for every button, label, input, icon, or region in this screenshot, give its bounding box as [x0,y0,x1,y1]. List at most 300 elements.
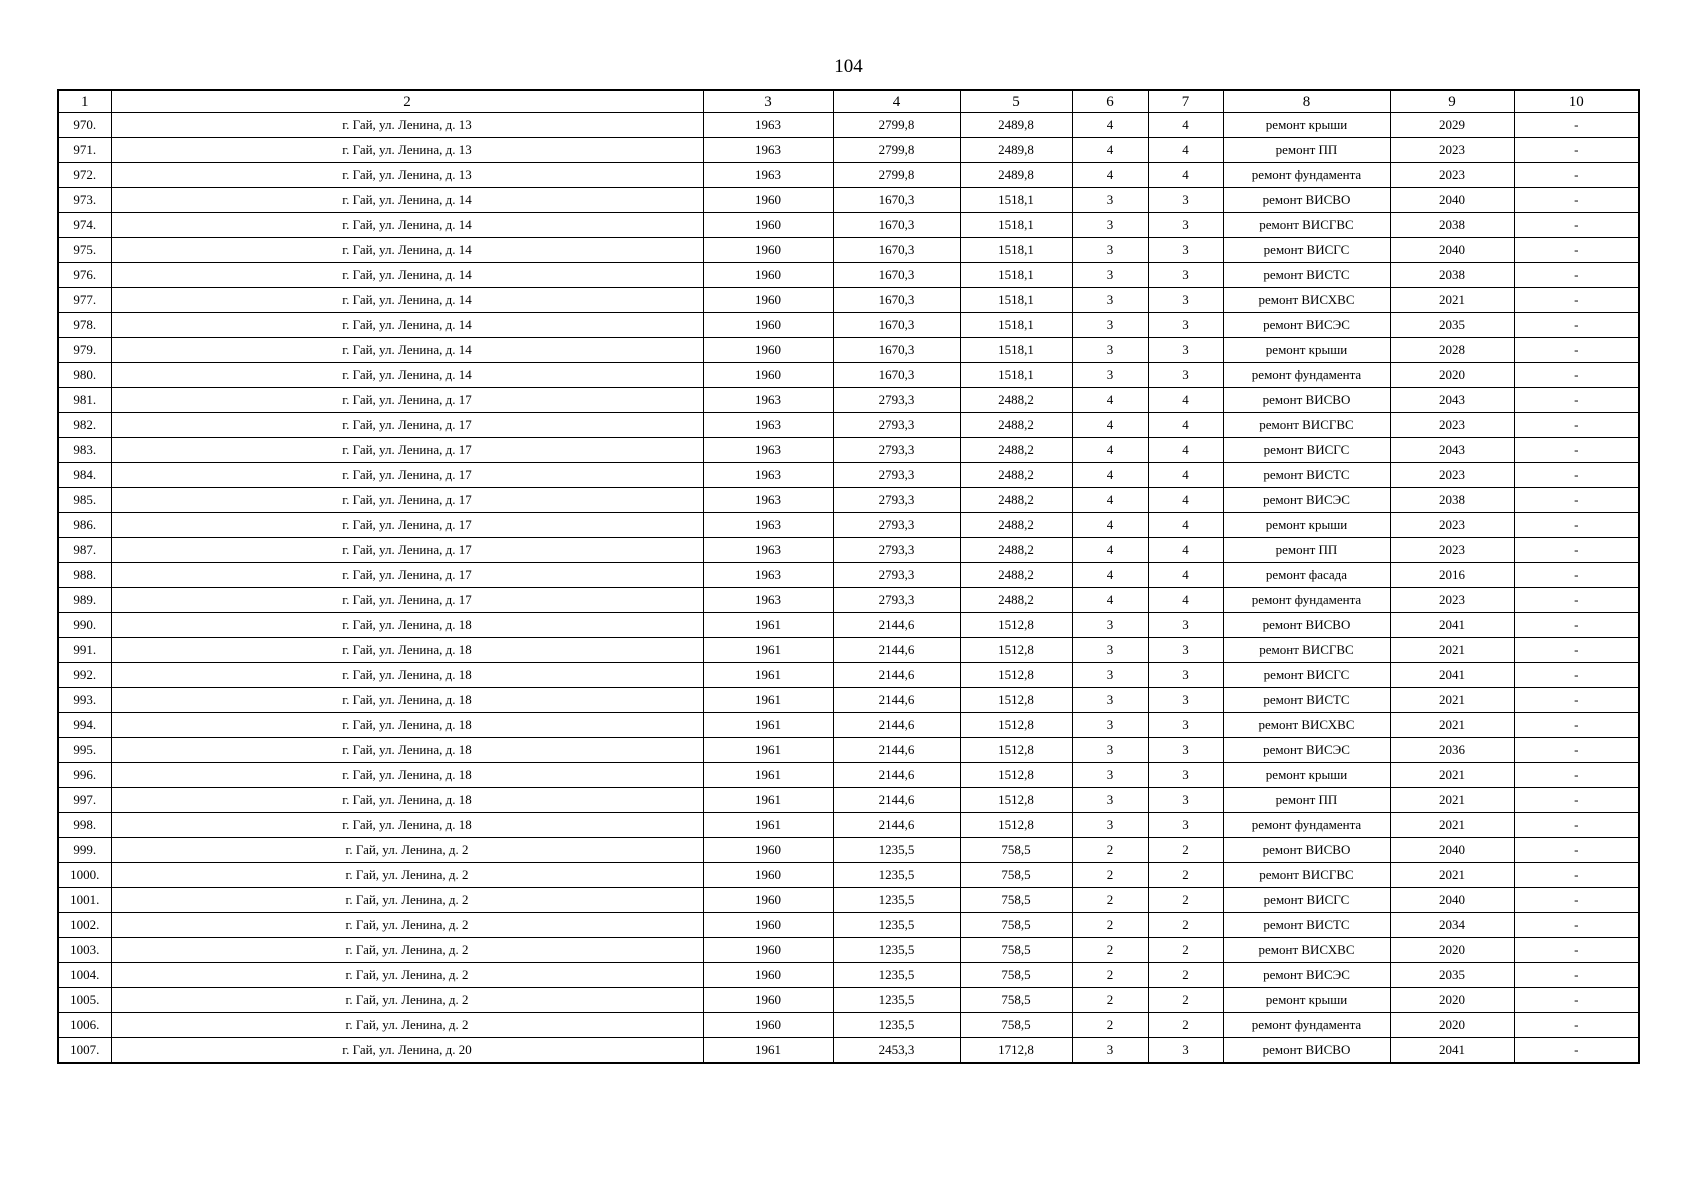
cell-row-number: 999. [58,838,111,863]
table-row [58,163,1639,188]
cell-living-area: 2488,2 [960,463,1072,488]
cell-planned-year: 2021 [1390,288,1514,313]
cell-year-built: 1961 [703,1038,833,1064]
cell-living-area: 2489,8 [960,113,1072,138]
cell-total-area: 2144,6 [833,813,960,838]
cell-living-area: 1518,1 [960,288,1072,313]
cell-floors: 4 [1072,488,1148,513]
cell-total-area: 1670,3 [833,188,960,213]
table-row [58,613,1639,638]
cell-row-number: 1006. [58,1013,111,1038]
table-row [58,963,1639,988]
cell-year-built: 1963 [703,538,833,563]
cell-total-area: 1235,5 [833,888,960,913]
cell-entrances: 4 [1148,388,1223,413]
cell-work-type: ремонт ВИСЭС [1223,313,1390,338]
cell-total-area: 1235,5 [833,938,960,963]
cell-address: г. Гай, ул. Ленина, д. 17 [111,413,703,438]
table-row [58,788,1639,813]
cell-entrances: 3 [1148,713,1223,738]
table-row [58,238,1639,263]
cell-floors: 2 [1072,863,1148,888]
cell-work-type: ремонт крыши [1223,513,1390,538]
cell-floors: 3 [1072,213,1148,238]
cell-year-built: 1961 [703,738,833,763]
table-row [58,938,1639,963]
cell-planned-year: 2041 [1390,613,1514,638]
cell-planned-year: 2020 [1390,938,1514,963]
cell-work-type: ремонт ВИСГС [1223,238,1390,263]
cell-living-area: 1512,8 [960,613,1072,638]
cell-living-area: 1518,1 [960,263,1072,288]
cell-year-built: 1960 [703,238,833,263]
cell-note: - [1514,988,1639,1013]
cell-living-area: 2488,2 [960,438,1072,463]
cell-floors: 3 [1072,313,1148,338]
cell-planned-year: 2040 [1390,838,1514,863]
cell-entrances: 3 [1148,813,1223,838]
cell-address: г. Гай, ул. Ленина, д. 17 [111,563,703,588]
cell-row-number: 987. [58,538,111,563]
table-row [58,588,1639,613]
cell-address: г. Гай, ул. Ленина, д. 13 [111,113,703,138]
cell-planned-year: 2038 [1390,488,1514,513]
table-row [58,113,1639,138]
cell-planned-year: 2040 [1390,888,1514,913]
cell-total-area: 2144,6 [833,613,960,638]
cell-total-area: 2793,3 [833,463,960,488]
cell-work-type: ремонт ВИСТС [1223,263,1390,288]
table-row [58,488,1639,513]
cell-floors: 3 [1072,638,1148,663]
cell-work-type: ремонт ВИСГВС [1223,213,1390,238]
cell-address: г. Гай, ул. Ленина, д. 18 [111,688,703,713]
cell-planned-year: 2041 [1390,1038,1514,1064]
cell-row-number: 1002. [58,913,111,938]
column-header: 9 [1390,90,1514,113]
cell-row-number: 970. [58,113,111,138]
table-row [58,1038,1639,1064]
cell-year-built: 1963 [703,438,833,463]
cell-row-number: 973. [58,188,111,213]
cell-address: г. Гай, ул. Ленина, д. 14 [111,238,703,263]
cell-address: г. Гай, ул. Ленина, д. 18 [111,613,703,638]
cell-planned-year: 2023 [1390,138,1514,163]
repair-schedule-table [57,89,1640,1064]
cell-work-type: ремонт ВИСТС [1223,913,1390,938]
cell-row-number: 985. [58,488,111,513]
cell-note: - [1514,713,1639,738]
cell-row-number: 991. [58,638,111,663]
cell-year-built: 1960 [703,988,833,1013]
cell-work-type: ремонт ВИСВО [1223,838,1390,863]
cell-planned-year: 2023 [1390,513,1514,538]
cell-planned-year: 2029 [1390,113,1514,138]
cell-planned-year: 2040 [1390,188,1514,213]
table-row [58,988,1639,1013]
cell-floors: 3 [1072,663,1148,688]
cell-address: г. Гай, ул. Ленина, д. 2 [111,938,703,963]
cell-year-built: 1960 [703,313,833,338]
cell-total-area: 2793,3 [833,388,960,413]
cell-entrances: 3 [1148,288,1223,313]
table-row [58,213,1639,238]
cell-floors: 3 [1072,1038,1148,1064]
cell-planned-year: 2021 [1390,688,1514,713]
cell-row-number: 983. [58,438,111,463]
cell-year-built: 1961 [703,713,833,738]
cell-entrances: 2 [1148,988,1223,1013]
column-header: 7 [1148,90,1223,113]
cell-living-area: 1512,8 [960,663,1072,688]
cell-row-number: 1000. [58,863,111,888]
cell-address: г. Гай, ул. Ленина, д. 17 [111,438,703,463]
cell-total-area: 2793,3 [833,438,960,463]
table-row [58,313,1639,338]
cell-entrances: 3 [1148,788,1223,813]
cell-year-built: 1963 [703,513,833,538]
cell-work-type: ремонт ВИСХВС [1223,938,1390,963]
cell-entrances: 3 [1148,688,1223,713]
cell-total-area: 2793,3 [833,413,960,438]
cell-address: г. Гай, ул. Ленина, д. 14 [111,338,703,363]
table-row [58,188,1639,213]
cell-address: г. Гай, ул. Ленина, д. 2 [111,863,703,888]
cell-floors: 2 [1072,988,1148,1013]
cell-floors: 3 [1072,688,1148,713]
cell-floors: 2 [1072,838,1148,863]
cell-entrances: 3 [1148,363,1223,388]
table-row [58,513,1639,538]
cell-work-type: ремонт ВИСТС [1223,463,1390,488]
cell-row-number: 997. [58,788,111,813]
cell-total-area: 2793,3 [833,538,960,563]
cell-planned-year: 2021 [1390,813,1514,838]
cell-entrances: 2 [1148,838,1223,863]
cell-year-built: 1963 [703,463,833,488]
cell-work-type: ремонт ВИСГВС [1223,638,1390,663]
cell-living-area: 1712,8 [960,1038,1072,1064]
cell-address: г. Гай, ул. Ленина, д. 20 [111,1038,703,1064]
cell-row-number: 984. [58,463,111,488]
cell-note: - [1514,138,1639,163]
cell-note: - [1514,513,1639,538]
cell-address: г. Гай, ул. Ленина, д. 18 [111,763,703,788]
table-row [58,838,1639,863]
cell-row-number: 992. [58,663,111,688]
cell-note: - [1514,188,1639,213]
cell-entrances: 3 [1148,663,1223,688]
cell-floors: 3 [1072,738,1148,763]
cell-floors: 4 [1072,388,1148,413]
cell-row-number: 995. [58,738,111,763]
cell-living-area: 758,5 [960,1013,1072,1038]
cell-floors: 3 [1072,188,1148,213]
cell-floors: 3 [1072,763,1148,788]
cell-entrances: 3 [1148,613,1223,638]
cell-work-type: ремонт крыши [1223,763,1390,788]
cell-entrances: 3 [1148,313,1223,338]
cell-row-number: 989. [58,588,111,613]
cell-address: г. Гай, ул. Ленина, д. 2 [111,888,703,913]
cell-total-area: 2793,3 [833,563,960,588]
cell-note: - [1514,963,1639,988]
header-row [58,90,1639,113]
cell-floors: 3 [1072,613,1148,638]
cell-work-type: ремонт ВИСГВС [1223,413,1390,438]
cell-work-type: ремонт фасада [1223,563,1390,588]
cell-floors: 4 [1072,113,1148,138]
cell-year-built: 1960 [703,938,833,963]
cell-row-number: 981. [58,388,111,413]
cell-year-built: 1963 [703,388,833,413]
cell-floors: 4 [1072,163,1148,188]
cell-year-built: 1963 [703,588,833,613]
cell-note: - [1514,288,1639,313]
cell-address: г. Гай, ул. Ленина, д. 18 [111,738,703,763]
cell-entrances: 4 [1148,163,1223,188]
cell-address: г. Гай, ул. Ленина, д. 14 [111,263,703,288]
cell-address: г. Гай, ул. Ленина, д. 2 [111,988,703,1013]
cell-planned-year: 2028 [1390,338,1514,363]
cell-work-type: ремонт ПП [1223,138,1390,163]
cell-living-area: 1512,8 [960,688,1072,713]
cell-row-number: 978. [58,313,111,338]
cell-entrances: 2 [1148,913,1223,938]
cell-year-built: 1963 [703,138,833,163]
cell-address: г. Гай, ул. Ленина, д. 14 [111,313,703,338]
table-row [58,563,1639,588]
cell-year-built: 1963 [703,488,833,513]
page-number: 104 [834,56,863,77]
cell-row-number: 982. [58,413,111,438]
cell-planned-year: 2023 [1390,463,1514,488]
cell-floors: 4 [1072,463,1148,488]
cell-address: г. Гай, ул. Ленина, д. 14 [111,188,703,213]
cell-entrances: 3 [1148,263,1223,288]
cell-row-number: 1007. [58,1038,111,1064]
cell-total-area: 1235,5 [833,963,960,988]
cell-address: г. Гай, ул. Ленина, д. 17 [111,488,703,513]
cell-address: г. Гай, ул. Ленина, д. 17 [111,588,703,613]
cell-total-area: 2144,6 [833,638,960,663]
cell-planned-year: 2035 [1390,963,1514,988]
cell-address: г. Гай, ул. Ленина, д. 14 [111,363,703,388]
column-header: 3 [703,90,833,113]
cell-row-number: 976. [58,263,111,288]
cell-work-type: ремонт крыши [1223,988,1390,1013]
cell-work-type: ремонт ВИСГС [1223,438,1390,463]
cell-note: - [1514,788,1639,813]
cell-entrances: 2 [1148,938,1223,963]
cell-entrances: 3 [1148,238,1223,263]
cell-year-built: 1960 [703,188,833,213]
table-row [58,263,1639,288]
column-header: 2 [111,90,703,113]
cell-living-area: 1512,8 [960,713,1072,738]
cell-entrances: 4 [1148,538,1223,563]
cell-note: - [1514,238,1639,263]
cell-living-area: 1512,8 [960,788,1072,813]
cell-total-area: 2453,3 [833,1038,960,1064]
cell-floors: 2 [1072,888,1148,913]
cell-work-type: ремонт ВИСВО [1223,1038,1390,1064]
cell-planned-year: 2023 [1390,538,1514,563]
cell-planned-year: 2021 [1390,638,1514,663]
cell-note: - [1514,463,1639,488]
cell-address: г. Гай, ул. Ленина, д. 17 [111,538,703,563]
cell-year-built: 1963 [703,413,833,438]
cell-work-type: ремонт фундамента [1223,813,1390,838]
table-row [58,138,1639,163]
cell-address: г. Гай, ул. Ленина, д. 18 [111,713,703,738]
cell-work-type: ремонт фундамента [1223,363,1390,388]
cell-total-area: 1235,5 [833,1013,960,1038]
cell-note: - [1514,538,1639,563]
cell-living-area: 1518,1 [960,363,1072,388]
cell-living-area: 1512,8 [960,638,1072,663]
cell-work-type: ремонт ВИСЭС [1223,738,1390,763]
cell-total-area: 2144,6 [833,738,960,763]
cell-work-type: ремонт ВИСВО [1223,188,1390,213]
column-header: 4 [833,90,960,113]
cell-floors: 4 [1072,538,1148,563]
cell-floors: 4 [1072,413,1148,438]
cell-entrances: 2 [1148,888,1223,913]
cell-entrances: 4 [1148,413,1223,438]
cell-year-built: 1960 [703,888,833,913]
cell-work-type: ремонт фундамента [1223,163,1390,188]
cell-address: г. Гай, ул. Ленина, д. 13 [111,138,703,163]
cell-entrances: 3 [1148,188,1223,213]
cell-living-area: 2488,2 [960,388,1072,413]
cell-row-number: 1004. [58,963,111,988]
cell-entrances: 3 [1148,1038,1223,1064]
cell-address: г. Гай, ул. Ленина, д. 18 [111,788,703,813]
cell-work-type: ремонт ВИСВО [1223,613,1390,638]
cell-floors: 4 [1072,138,1148,163]
table-row [58,888,1639,913]
cell-total-area: 2799,8 [833,163,960,188]
cell-entrances: 4 [1148,138,1223,163]
cell-entrances: 4 [1148,488,1223,513]
cell-row-number: 994. [58,713,111,738]
cell-planned-year: 2021 [1390,713,1514,738]
table-row [58,363,1639,388]
column-header: 5 [960,90,1072,113]
cell-address: г. Гай, ул. Ленина, д. 14 [111,288,703,313]
cell-note: - [1514,813,1639,838]
cell-work-type: ремонт ВИСХВС [1223,288,1390,313]
table-row [58,688,1639,713]
cell-work-type: ремонт ВИСГС [1223,888,1390,913]
cell-year-built: 1960 [703,963,833,988]
cell-living-area: 1512,8 [960,813,1072,838]
cell-work-type: ремонт ВИСГВС [1223,863,1390,888]
cell-note: - [1514,888,1639,913]
cell-planned-year: 2020 [1390,1013,1514,1038]
cell-floors: 4 [1072,438,1148,463]
cell-year-built: 1961 [703,663,833,688]
cell-work-type: ремонт ПП [1223,538,1390,563]
cell-floors: 2 [1072,963,1148,988]
cell-floors: 3 [1072,238,1148,263]
cell-address: г. Гай, ул. Ленина, д. 17 [111,388,703,413]
cell-note: - [1514,338,1639,363]
cell-living-area: 2488,2 [960,488,1072,513]
cell-total-area: 2793,3 [833,513,960,538]
cell-total-area: 1670,3 [833,213,960,238]
cell-entrances: 3 [1148,638,1223,663]
cell-note: - [1514,763,1639,788]
cell-address: г. Гай, ул. Ленина, д. 18 [111,663,703,688]
cell-planned-year: 2036 [1390,738,1514,763]
cell-note: - [1514,838,1639,863]
cell-total-area: 2144,6 [833,788,960,813]
cell-note: - [1514,488,1639,513]
cell-planned-year: 2041 [1390,663,1514,688]
cell-living-area: 1518,1 [960,238,1072,263]
cell-total-area: 1235,5 [833,863,960,888]
cell-year-built: 1960 [703,1013,833,1038]
cell-living-area: 2488,2 [960,588,1072,613]
cell-row-number: 972. [58,163,111,188]
cell-planned-year: 2034 [1390,913,1514,938]
cell-planned-year: 2038 [1390,263,1514,288]
cell-work-type: ремонт ВИСЭС [1223,963,1390,988]
cell-total-area: 2144,6 [833,713,960,738]
cell-row-number: 979. [58,338,111,363]
cell-address: г. Гай, ул. Ленина, д. 18 [111,813,703,838]
cell-total-area: 1670,3 [833,238,960,263]
cell-note: - [1514,213,1639,238]
cell-year-built: 1961 [703,638,833,663]
cell-year-built: 1961 [703,688,833,713]
cell-entrances: 3 [1148,738,1223,763]
cell-entrances: 4 [1148,113,1223,138]
cell-entrances: 2 [1148,863,1223,888]
table-row [58,338,1639,363]
table-row [58,738,1639,763]
cell-living-area: 1518,1 [960,338,1072,363]
table-row [58,713,1639,738]
cell-planned-year: 2040 [1390,238,1514,263]
cell-planned-year: 2021 [1390,788,1514,813]
column-header: 10 [1514,90,1639,113]
cell-note: - [1514,163,1639,188]
cell-note: - [1514,1013,1639,1038]
table-row [58,913,1639,938]
table-row [58,638,1639,663]
cell-work-type: ремонт ВИСТС [1223,688,1390,713]
cell-note: - [1514,738,1639,763]
cell-address: г. Гай, ул. Ленина, д. 17 [111,513,703,538]
cell-work-type: ремонт ВИСЭС [1223,488,1390,513]
cell-planned-year: 2020 [1390,363,1514,388]
cell-living-area: 1512,8 [960,763,1072,788]
cell-living-area: 2489,8 [960,138,1072,163]
table-row [58,413,1639,438]
table-row [58,538,1639,563]
cell-row-number: 986. [58,513,111,538]
cell-total-area: 1670,3 [833,263,960,288]
cell-living-area: 2488,2 [960,538,1072,563]
cell-year-built: 1960 [703,863,833,888]
cell-floors: 3 [1072,263,1148,288]
cell-year-built: 1963 [703,563,833,588]
cell-entrances: 3 [1148,763,1223,788]
cell-living-area: 2488,2 [960,513,1072,538]
